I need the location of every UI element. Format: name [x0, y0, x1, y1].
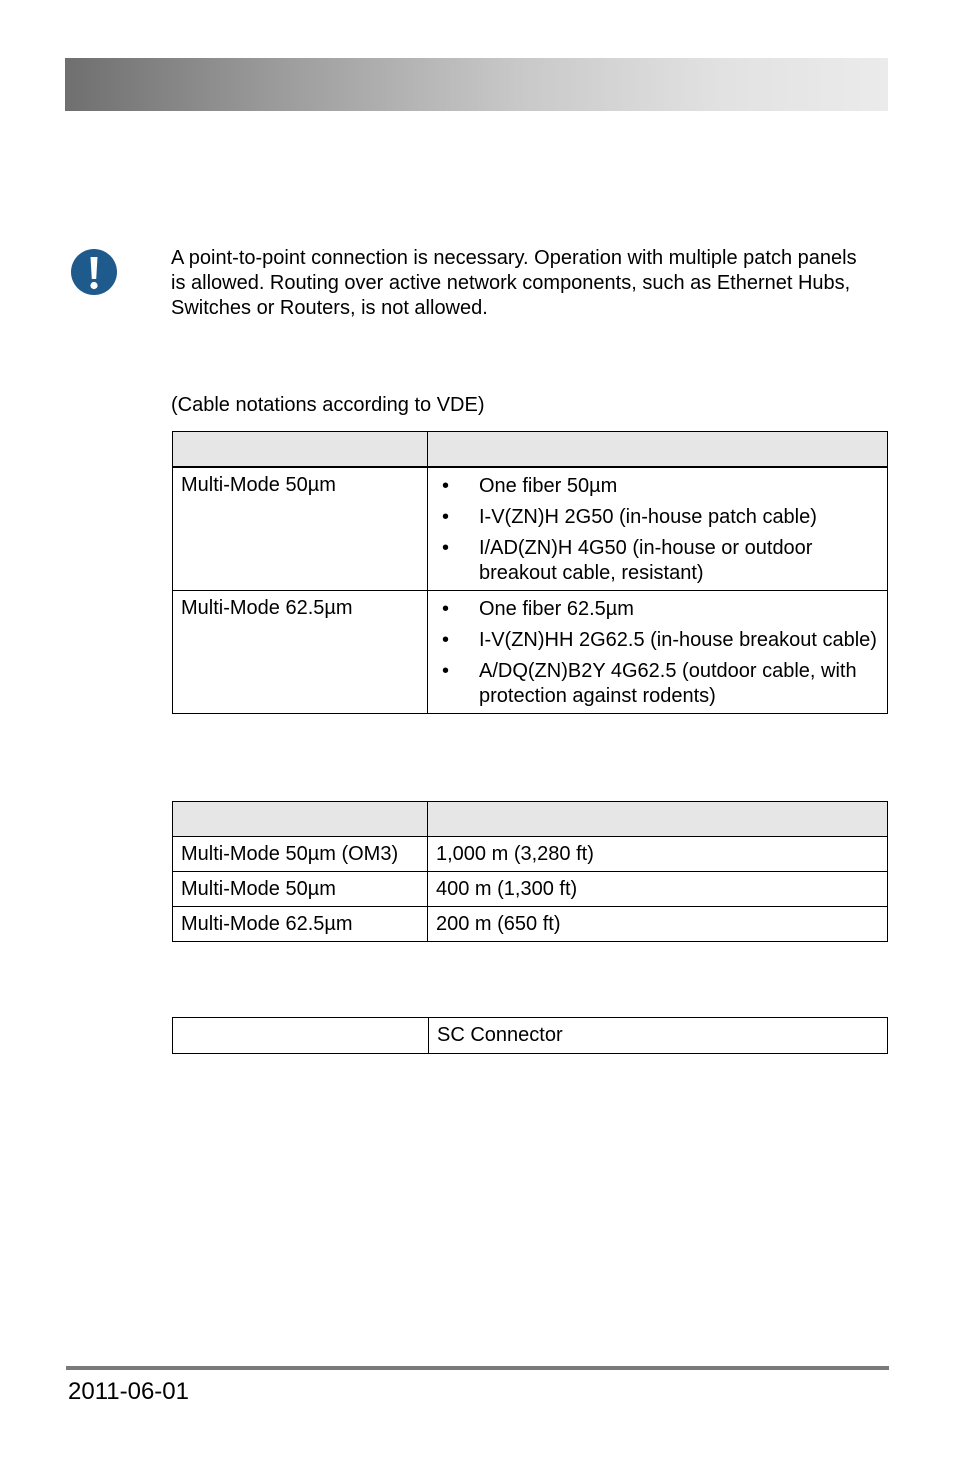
connector-label-cell [173, 1018, 429, 1054]
list-item: • One fiber 50µm [436, 474, 879, 499]
table-header-row [173, 432, 888, 468]
list-item: • A/DQ(ZN)B2Y 4G62.5 (outdoor cable, with protection against rodents) [436, 659, 879, 709]
fiber-type-cell: Multi-Mode 50µm [173, 872, 428, 907]
list-item: • I/AD(ZN)H 4G50 (in-house or outdoor breakout cable, resistant) [436, 536, 879, 586]
cable-table-caption: (Cable notations according to VDE) [171, 394, 485, 416]
header-bar [65, 58, 888, 111]
list-item: • One fiber 62.5µm [436, 597, 879, 622]
fiber-type-cell: Multi-Mode 62.5µm [173, 591, 428, 714]
fiber-type-cell: Multi-Mode 50µm [173, 467, 428, 591]
table-header-cell [173, 432, 428, 468]
list-item: • I-V(ZN)HH 2G62.5 (in-house breakout cable) [436, 628, 879, 653]
table-header-cell [428, 802, 888, 837]
table-row [173, 907, 888, 942]
table-row [173, 837, 888, 872]
table-header-row [173, 802, 888, 837]
connector-table [172, 1017, 888, 1054]
cable-length-table [172, 801, 888, 942]
table-row [173, 467, 888, 591]
list-item: • I-V(ZN)H 2G50 (in-house patch cable) [436, 505, 879, 530]
exclamation-circle-icon [70, 248, 118, 296]
cable-list-cell [428, 467, 888, 591]
cable-list [436, 597, 879, 709]
table-row [173, 591, 888, 714]
fiber-type-cell: Multi-Mode 50µm (OM3) [173, 837, 428, 872]
footer-date: 2011-06-01 [68, 1378, 189, 1405]
max-length-cell: 200 m (650 ft) [428, 907, 888, 942]
table-header-cell [173, 802, 428, 837]
cable-list-cell [428, 591, 888, 714]
max-length-cell: 1,000 m (3,280 ft) [428, 837, 888, 872]
cable-types-table [172, 431, 888, 714]
footer-divider [66, 1366, 889, 1370]
connector-value-cell: SC Connector [429, 1018, 888, 1054]
max-length-cell: 400 m (1,300 ft) [428, 872, 888, 907]
table-row [173, 872, 888, 907]
fiber-type-cell: Multi-Mode 62.5µm [173, 907, 428, 942]
table-row [173, 1018, 888, 1054]
cable-list [436, 474, 879, 586]
notice-text: A point-to-point connection is necessary. Operation with multiple patch panels is allowed. Routing over active network components, such as Ethernet Hubs, Switches or Routers, is not allowed. [171, 247, 857, 319]
table-header-cell [428, 432, 888, 468]
